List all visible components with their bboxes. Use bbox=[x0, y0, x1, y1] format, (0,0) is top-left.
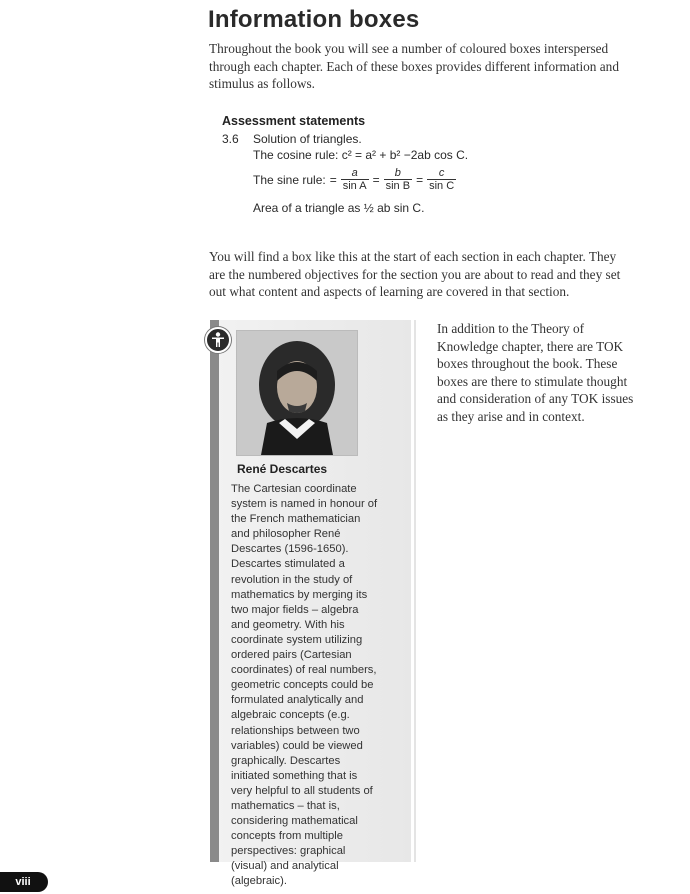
tok-biography: The Cartesian coordinate system is named in honour of the French mathematician and philosopher René Descartes (1596-1650). Descartes stimulated a revolution in the study of mathematics by merging its two major fields – algebra and geometry. With his coordinate system utilizing ordered pairs (Cartesian coordinates) of real numbers, geometric concepts could be formulated analytically and algebraic concepts (e.g. relationships between two variables) could be viewed graphically. Descartes initiated something that is very helpful to all students of mathematics – that is, considering mathematical concepts from multiple perspectives: graphical (visual) and analytical (algebraic). bbox=[231, 483, 378, 888]
sine-frac-c: $\frac{c}{\text{sin C}}$ bbox=[429, 167, 455, 192]
area-formula: Area of a triangle as ½ ab sin C. bbox=[253, 201, 425, 215]
tok-box-strip bbox=[210, 320, 219, 862]
tok-person-name: René Descartes bbox=[237, 462, 328, 476]
tok-person-icon bbox=[205, 327, 231, 353]
intro-paragraph: Throughout the book you will see a number of coloured boxes interspersed through each chapter. Each of these boxes provides different information and stimulus as follows. bbox=[209, 41, 619, 91]
sine-frac-b: $\frac{b}{\text{sin B}}$ bbox=[385, 167, 411, 192]
assessment-heading: Assessment statements bbox=[222, 114, 366, 128]
cosine-rule: The cosine rule: c² = a² + b² −2ab cos C. bbox=[253, 148, 469, 162]
page-number-tab: viii bbox=[0, 872, 48, 892]
sine-rule-label: The sine rule: bbox=[253, 172, 326, 187]
assessment-item-title: Solution of triangles. bbox=[253, 132, 362, 146]
descartes-portrait bbox=[236, 330, 358, 456]
tok-box-edge bbox=[414, 320, 416, 862]
assessment-number: 3.6 bbox=[222, 132, 239, 146]
sine-frac-a: $\frac{a}{\text{sin A}}$ bbox=[342, 167, 367, 192]
tok-description: In addition to the Theory of Knowledge chapter, there are TOK boxes throughout the book. These boxes are there to stimulate thought and consideration of any TOK issues as they arise and in context. bbox=[437, 321, 634, 424]
explanation-paragraph: You will find a box like this at the start of each section in each chapter. They are the numbered objectives for the section you are about to read and they set out what content and aspects of learning are covered in that section. bbox=[209, 249, 621, 299]
sine-rule: The sine rule: = $\frac{a}{\text{sin A}}$ = $\frac{b}{\text{sin B}}$ = $\frac{c}{\text{sin C}}$ bbox=[253, 167, 455, 192]
page-title: Information boxes bbox=[208, 6, 420, 33]
